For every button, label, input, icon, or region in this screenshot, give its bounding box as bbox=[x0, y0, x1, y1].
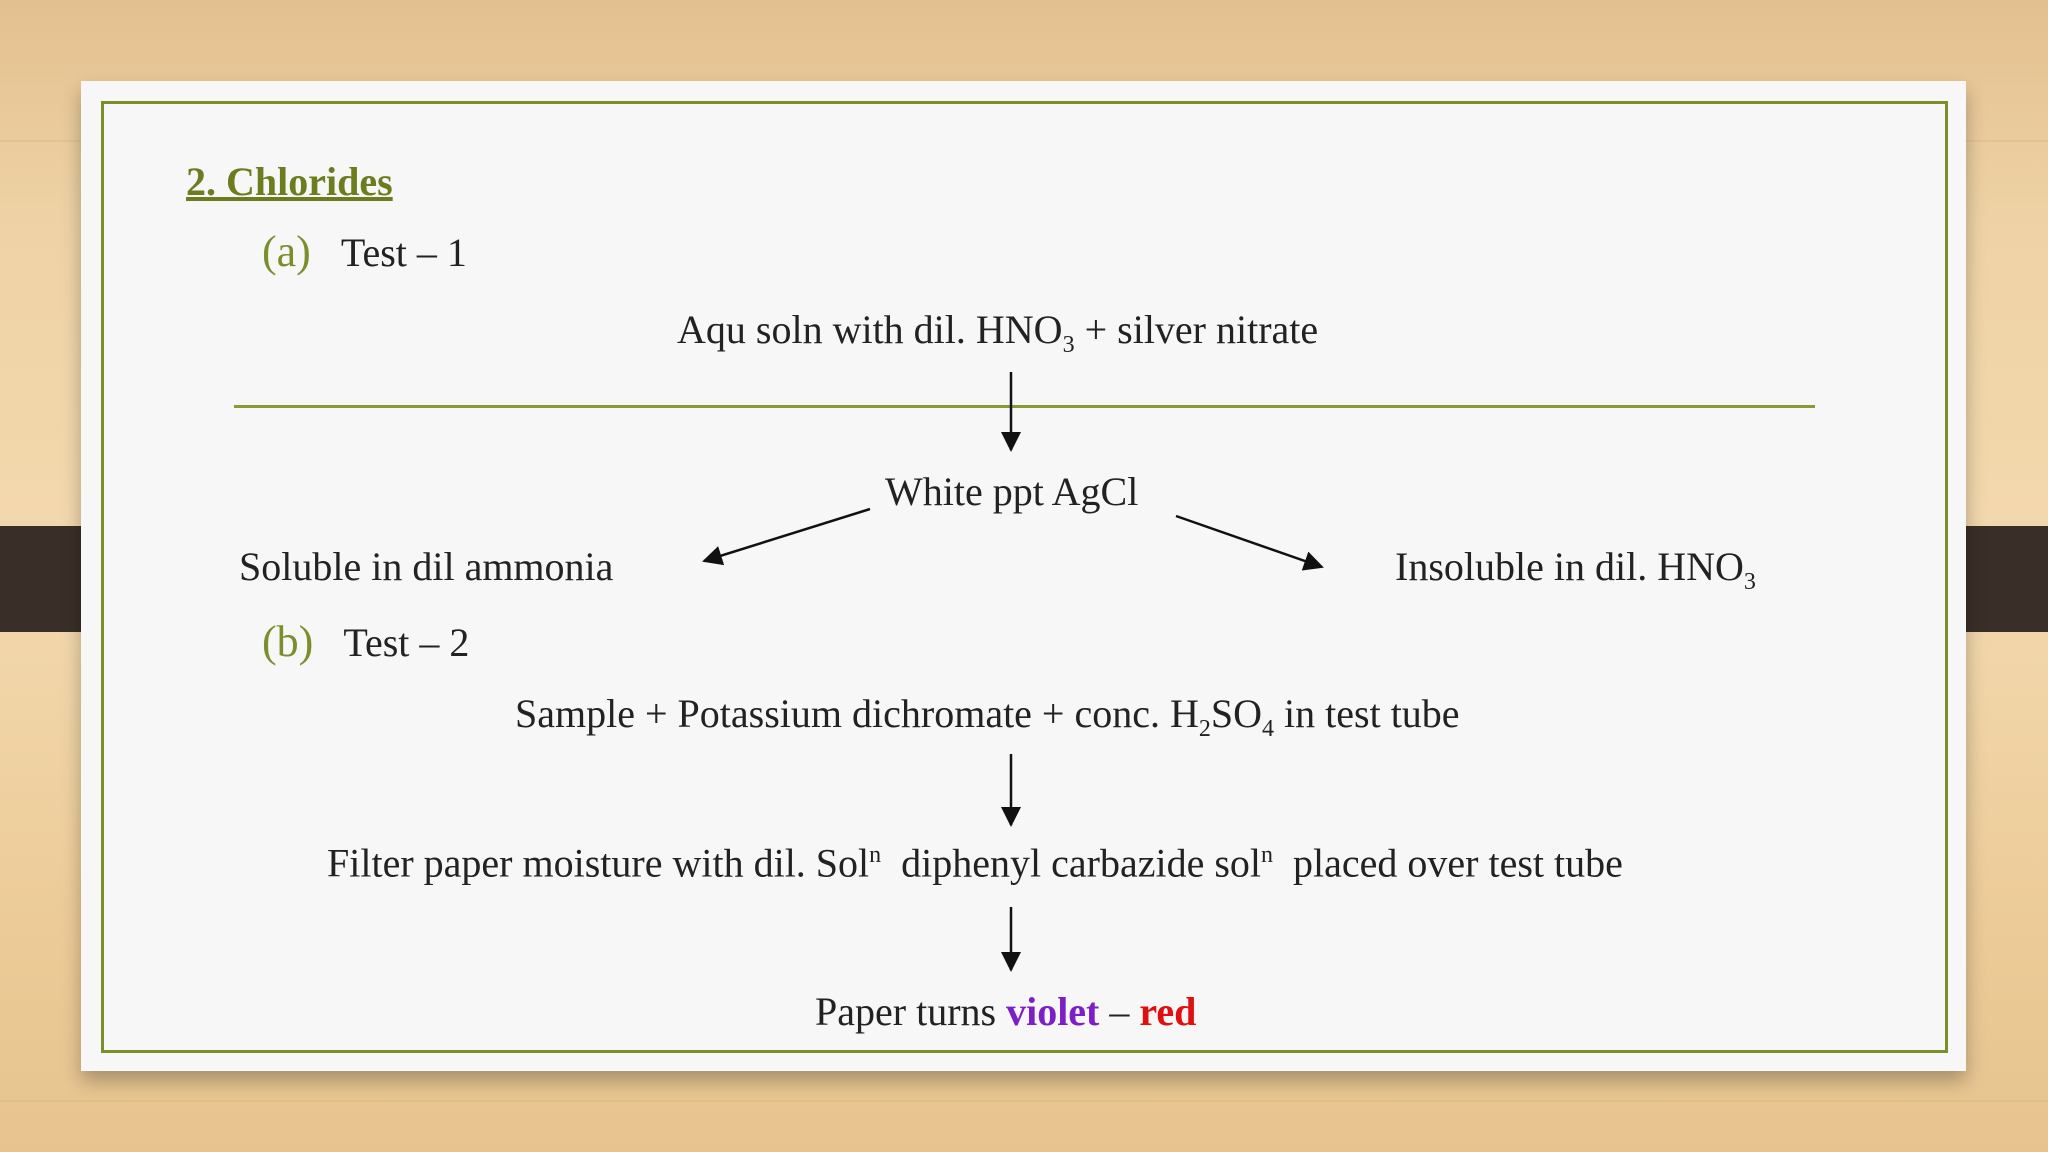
step-a1-text-end: + silver nitrate bbox=[1074, 307, 1319, 352]
branch-right-text: Insoluble in dil. HNO bbox=[1395, 544, 1744, 589]
step-b1 bbox=[515, 691, 1460, 742]
arrow-left-branch bbox=[704, 509, 870, 561]
step-b2-text-3: placed over test tube bbox=[1273, 840, 1623, 886]
test-a-marker: (a) bbox=[262, 227, 311, 276]
test-b-label: Test – 2 bbox=[343, 620, 470, 665]
step-b2-text: Filter paper moisture with dil. Sol bbox=[327, 840, 870, 886]
test-b-marker: (b) bbox=[262, 617, 314, 666]
step-a1-subscript: 3 bbox=[1062, 332, 1075, 358]
step-b2-sup-2: n bbox=[1261, 842, 1274, 868]
step-b1-sub-1: 2 bbox=[1198, 716, 1211, 742]
step-a1-text: Aqu soln with dil. HNO bbox=[677, 307, 1063, 352]
step-b1-text: Sample + Potassium dichromate + conc. H bbox=[515, 691, 1199, 736]
step-b1-sub-2: 4 bbox=[1262, 716, 1275, 742]
step-a1 bbox=[677, 307, 1319, 358]
step-a2: White ppt AgCl bbox=[885, 469, 1139, 514]
step-b3-text: Paper turns bbox=[815, 989, 1007, 1034]
step-b1-text-2: SO bbox=[1210, 691, 1263, 736]
step-b3 bbox=[815, 989, 1197, 1034]
result-red: red bbox=[1139, 989, 1197, 1034]
result-dash: – bbox=[1099, 989, 1140, 1034]
test-a-label: Test – 1 bbox=[340, 230, 467, 275]
step-b2-sup-1: n bbox=[869, 842, 882, 868]
branch-right bbox=[1395, 544, 1756, 595]
branch-right-subscript: 3 bbox=[1743, 569, 1756, 595]
test-b-row bbox=[262, 617, 470, 666]
test-a-row bbox=[262, 227, 467, 276]
step-b1-text-3: in test tube bbox=[1274, 691, 1460, 736]
result-violet: violet bbox=[1006, 989, 1100, 1034]
arrow-right-branch bbox=[1176, 516, 1322, 567]
branch-left: Soluble in dil ammonia bbox=[239, 544, 614, 589]
step-b2-text-2: diphenyl carbazide sol bbox=[881, 840, 1262, 886]
section-heading: 2. Chlorides bbox=[186, 159, 393, 204]
step-b2 bbox=[327, 840, 1623, 886]
